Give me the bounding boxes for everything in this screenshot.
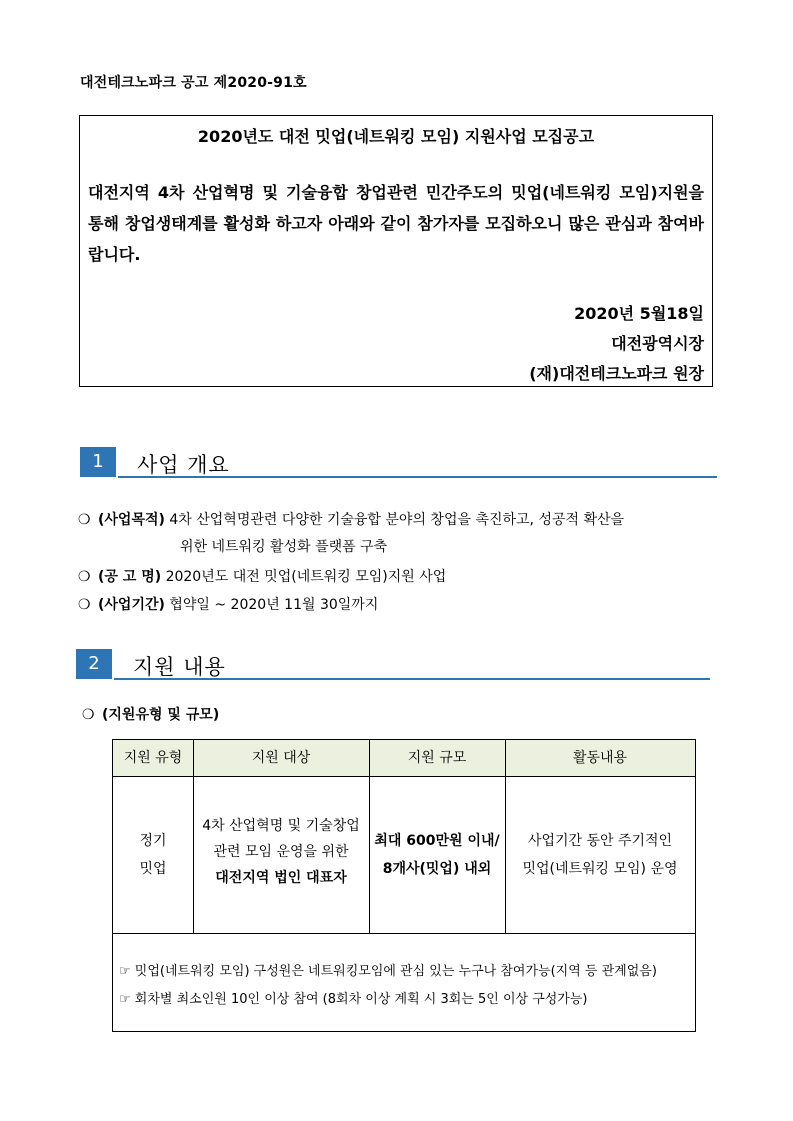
item-text: 2020년도 대전 밋업(네트워킹 모임)지원 사업 xyxy=(165,569,447,585)
announcement-title: 2020년도 대전 밋업(네트워킹 모임) 지원사업 모집공고 xyxy=(197,127,595,146)
item-text: 4차 산업혁명관련 다양한 기술융합 분야의 창업을 촉진하고, 성공적 확산을 xyxy=(169,512,625,528)
table-header: 지원 유형 xyxy=(113,740,193,777)
section1-underline xyxy=(118,476,717,478)
subheading xyxy=(82,705,219,725)
subheading-label: (지원유형 및 규모) xyxy=(102,707,220,723)
section2-title: 지원 내용 xyxy=(133,655,226,679)
list-item xyxy=(78,567,446,587)
table-cell-scale xyxy=(369,829,505,881)
section1-title: 사업 개요 xyxy=(137,453,230,477)
announcement-body: 대전지역 4차 산업혁명 및 기술융합 창업관련 민간주도의 밋업(네트워킹 모임)지원을 통해 창업생태계를 활성화 하고자 아래와 같이 참가자를 모집하오니 많은 관심과 참여바랍니다. xyxy=(88,183,704,264)
item-label: (공 고 명) xyxy=(98,569,162,585)
activity-line: 밋업(네트워킹 모임) 운영 xyxy=(522,861,678,877)
section2-number: 2 xyxy=(76,649,112,679)
table-header: 지원 규모 xyxy=(369,740,505,777)
target-line: 4차 산업혁명 및 기술창업 xyxy=(202,818,360,834)
announcement-box xyxy=(79,115,713,387)
support-table xyxy=(112,739,696,1032)
target-line: 대전지역 법인 대표자 xyxy=(215,870,347,886)
table-cell-target xyxy=(193,813,369,891)
issuer-technopark: (재)대전테크노파크 원장 xyxy=(529,364,704,383)
scale-line: 최대 600만원 이내/ xyxy=(374,833,500,849)
item-text: 협약일 ~ 2020년 11월 30일까지 xyxy=(169,597,379,613)
table-note: ☞ 밋업(네트워킹 모임) 구성원은 네트워킹모임에 관심 있는 누구나 참여가능(지역 등 관계없음) xyxy=(119,964,657,979)
table-header: 활동내용 xyxy=(505,740,695,777)
section2-underline xyxy=(114,678,710,680)
activity-line: 사업기간 동안 주기적인 xyxy=(527,833,673,849)
bullet-icon: ❍ xyxy=(78,569,91,585)
list-item xyxy=(78,595,378,615)
list-item xyxy=(78,510,624,530)
table-cell-type xyxy=(113,829,193,881)
issuer-mayor: 대전광역시장 xyxy=(611,334,704,353)
bullet-icon: ❍ xyxy=(82,707,95,723)
notice-number: 대전테크노파크 공고 제2020-91호 xyxy=(80,75,307,91)
section1-number: 1 xyxy=(80,447,116,477)
type-line: 밋업 xyxy=(139,861,167,877)
target-line: 관련 모임 운영을 위한 xyxy=(213,844,349,860)
type-line: 정기 xyxy=(139,833,167,849)
row-divider xyxy=(113,933,695,934)
table-header: 지원 대상 xyxy=(193,740,369,777)
item-label: (사업목적) xyxy=(98,512,165,528)
bullet-icon: ❍ xyxy=(78,512,91,528)
announcement-date: 2020년 5월18일 xyxy=(574,304,704,323)
item-label: (사업기간) xyxy=(98,597,165,613)
scale-line: 8개사(밋업) 내외 xyxy=(382,861,492,877)
item-text-continued: 위한 네트워킹 활성화 플랫폼 구축 xyxy=(180,539,388,555)
table-cell-activity xyxy=(505,829,695,881)
bullet-icon: ❍ xyxy=(78,597,91,613)
table-note: ☞ 회차별 최소인원 10인 이상 참여 (8회차 이상 계획 시 3회는 5인 이상 구성가능) xyxy=(119,992,588,1007)
